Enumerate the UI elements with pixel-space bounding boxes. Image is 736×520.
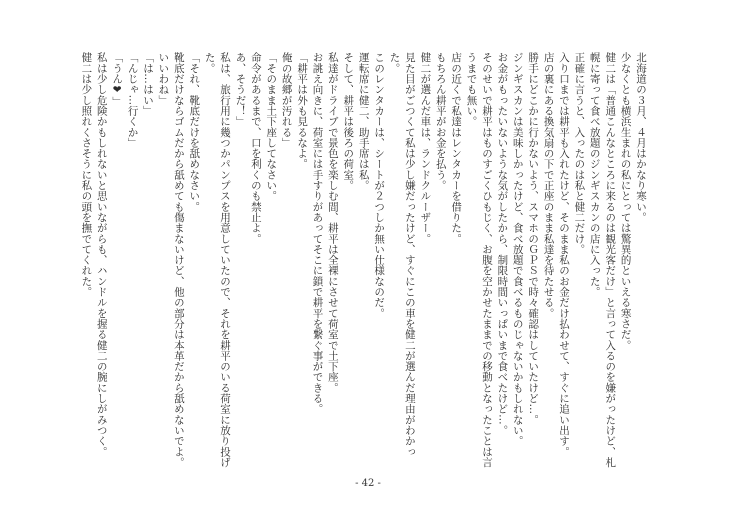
text-line: 「耕平は外も見るなよ。 — [296, 52, 309, 170]
text-line: このレンタカーは、シートが２つしか無い仕様なのだ。 — [373, 52, 386, 319]
text-line: お誂え向きに、荷室には手すりがあってそこに鎖で耕平を繋ぐ事ができる。 — [311, 52, 324, 415]
text-line: そして、耕平は後ろの荷室。 — [342, 52, 355, 191]
text-line: 「うん❤」 — [111, 52, 124, 107]
text-line: 私は少し危険かもしれないと思いながらも、ハンドルを握る健二の腕にしがみつく。 — [95, 52, 108, 457]
text-line: お金がもったいないような気がしたから、制限時間いっぱいまで食べたけど…。 — [496, 52, 509, 436]
page-number: - 42 - — [355, 478, 381, 489]
text-line: あ、そうだ！」 — [234, 52, 247, 127]
text-line: 健二は少し照れくさそうに私の頭を撫でてくれた。 — [80, 52, 93, 297]
text-line: 勝手にどこかに行かないよう、スマホのＧＰＳで時々確認はしていたけど…。 — [527, 52, 540, 425]
text-line: 運転席に健二、助手席は私。 — [357, 52, 370, 191]
text-line: 幌に寄って食べ放題のジンギスカンの店に入った。 — [588, 52, 601, 297]
text-line: 店の近くで私達はレンタカーを借りた。 — [450, 52, 463, 244]
text-line: もちろん耕平がお金を払う。 — [434, 52, 447, 191]
text-line: 私達がドライブで景色を楽しむ間、耕平は全裸にさせて荷室で土下座。 — [326, 52, 339, 393]
text-line: 健二は「普通こんなところに来るのは観光客だけ」と言って入るのを嫌がったけど、札 — [604, 52, 617, 468]
text-line: た。 — [203, 52, 216, 74]
text-line: うまでも無い。 — [465, 52, 478, 127]
text-line: 「んじゃ…行くか」 — [126, 52, 139, 148]
vertical-text-body — [80, 52, 648, 472]
text-line: 靴底だけならゴムだから舐めても傷まないけど、他の部分は本革だから舐めないでよ。 — [172, 52, 185, 468]
text-line: 俺の故郷が汚れる」 — [280, 52, 293, 148]
text-line: 健二が選んだ車は、ランドクルーザー。 — [419, 52, 432, 244]
text-line: ジンギスカンは美味しかったけど、食べ放題で食べるものじゃないかもしれない。 — [511, 52, 524, 447]
text-line: 店の裏にある換気扇の下で正座のまま私達を待たせる。 — [542, 52, 555, 319]
text-line: 少なくとも横浜生まれの私にとっては驚異的といえる寒さだ。 — [619, 52, 632, 351]
text-line: 正確に言うと、入ったのは私と健二だけ。 — [573, 52, 586, 255]
text-line: 私は、旅行用に幾つかパンプスを用意していたので、それを耕平のいる荷室に放り投げ — [219, 52, 232, 468]
text-line: 「そのまま土下座してなさい。 — [265, 52, 278, 202]
text-line: 「は…はい」 — [142, 52, 154, 116]
text-line: 入り口までは耕平も入れたけど、そのまま私のお金だけ払わせて、すぐに追い出す。 — [557, 52, 570, 457]
text-line: そのせいで耕平はものすごくひもじく、お腹を空かせたままでの移動となったことは言 — [480, 52, 493, 468]
text-line: いいわね」 — [157, 52, 170, 106]
text-line: 「それ、靴底だけを舐めなさい。 — [188, 52, 201, 212]
text-line: 見た目がごつくて私は少し嫌だったけど、すぐにこの車を健二が選んだ理由がわかった。 — [388, 52, 416, 457]
text-line: 北海道の３月、４月はかなり寒い。 — [635, 52, 647, 223]
text-line: 命令があるまで、口を利くのも禁止よ。 — [249, 52, 262, 244]
